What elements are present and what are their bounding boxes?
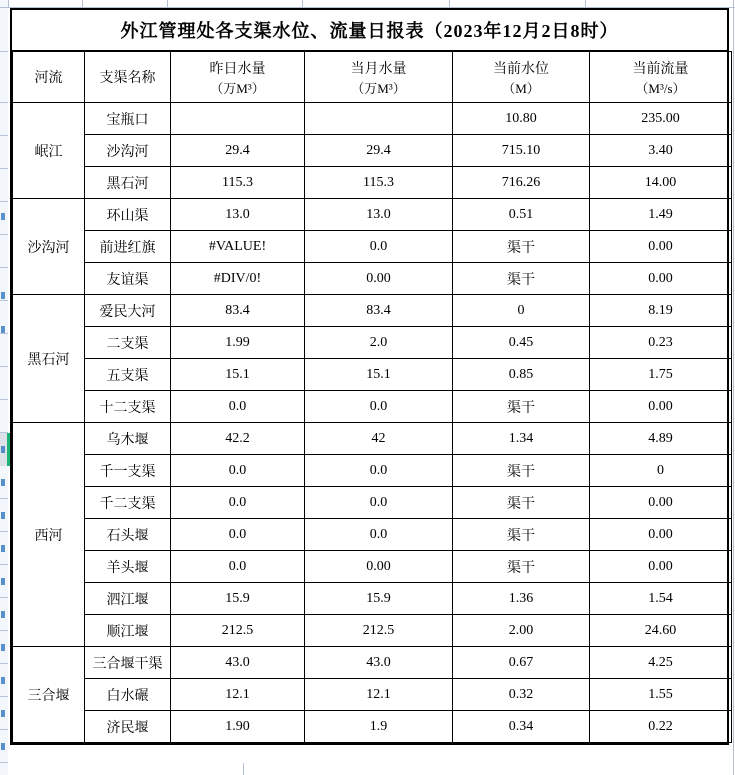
- cell-level[interactable]: 渠干: [453, 391, 590, 423]
- cell-channel[interactable]: 前进红旗: [85, 231, 171, 263]
- table-row: [13, 167, 732, 199]
- cell-level[interactable]: 0.51: [453, 199, 590, 231]
- cell-yesterday[interactable]: 83.4: [171, 295, 305, 327]
- table-row: [13, 647, 732, 679]
- cell-flow[interactable]: 4.25: [590, 647, 732, 679]
- header-row: [13, 52, 732, 103]
- cell-month[interactable]: 29.4: [305, 135, 453, 167]
- cell-river[interactable]: 岷江: [13, 103, 85, 199]
- col-header-label: 昨日水量: [209, 61, 266, 77]
- gutter-mark: [1, 512, 5, 519]
- table-row: [13, 711, 732, 743]
- col-header-level[interactable]: [453, 52, 590, 103]
- cell-level[interactable]: 0.45: [453, 327, 590, 359]
- gutter-mark: [1, 446, 5, 453]
- gutter-mark: [1, 479, 5, 486]
- cell-level[interactable]: 渠干: [453, 519, 590, 551]
- cell-flow[interactable]: 3.40: [590, 135, 732, 167]
- cell-month[interactable]: 0.0: [305, 455, 453, 487]
- gutter-mark: [1, 644, 5, 651]
- cell-flow[interactable]: 0.00: [590, 391, 732, 423]
- col-header-label: 当前水位: [493, 61, 549, 77]
- cell-flow[interactable]: 235.00: [590, 103, 732, 135]
- gridline: [243, 763, 244, 775]
- cell-level[interactable]: 渠干: [453, 231, 590, 263]
- cell-flow[interactable]: 1.54: [590, 583, 732, 615]
- table-row: [13, 295, 732, 327]
- table-row: [13, 551, 732, 583]
- cell-river[interactable]: 黑石河: [13, 295, 85, 423]
- cell-month[interactable]: 0.0: [305, 519, 453, 551]
- cell-channel[interactable]: 千一支渠: [85, 455, 171, 487]
- cell-month[interactable]: 43.0: [305, 647, 453, 679]
- table-row: [13, 583, 732, 615]
- table-row: [13, 391, 732, 423]
- cell-yesterday[interactable]: 115.3: [171, 167, 305, 199]
- cell-flow[interactable]: 4.89: [590, 423, 732, 455]
- cell-flow[interactable]: 0.23: [590, 327, 732, 359]
- gridline: [733, 0, 734, 775]
- cell-yesterday[interactable]: 15.9: [171, 583, 305, 615]
- cell-flow[interactable]: 0.00: [590, 551, 732, 583]
- gridline: [167, 0, 168, 8]
- cell-flow[interactable]: 0: [590, 455, 732, 487]
- cell-channel[interactable]: 五支渠: [85, 359, 171, 391]
- gridline: [585, 0, 586, 8]
- cell-level[interactable]: 1.36: [453, 583, 590, 615]
- cell-month[interactable]: 13.0: [305, 199, 453, 231]
- cell-month[interactable]: [305, 103, 453, 135]
- gutter-mark: [1, 710, 5, 717]
- col-header-yesterday[interactable]: [171, 52, 305, 103]
- cell-channel[interactable]: 宝瓶口: [85, 103, 171, 135]
- cell-month[interactable]: 42: [305, 423, 453, 455]
- table-row: [13, 135, 732, 167]
- cell-river[interactable]: 西河: [13, 423, 85, 647]
- gutter-mark: [1, 326, 5, 333]
- cell-channel[interactable]: 羊头堰: [85, 551, 171, 583]
- cell-month[interactable]: 15.1: [305, 359, 453, 391]
- table-row: [13, 327, 732, 359]
- cell-flow[interactable]: 0.00: [590, 231, 732, 263]
- cell-month[interactable]: 0.0: [305, 231, 453, 263]
- cell-flow[interactable]: 1.75: [590, 359, 732, 391]
- gridline: [302, 0, 303, 8]
- table-row: [13, 487, 732, 519]
- cell-month[interactable]: 12.1: [305, 679, 453, 711]
- cell-level[interactable]: 716.26: [453, 167, 590, 199]
- table-row: [13, 103, 732, 135]
- cell-flow[interactable]: 0.00: [590, 263, 732, 295]
- cell-flow[interactable]: 8.19: [590, 295, 732, 327]
- gutter-mark: [1, 545, 5, 552]
- cell-month[interactable]: 115.3: [305, 167, 453, 199]
- table-row: [13, 263, 732, 295]
- cell-channel[interactable]: 二支渠: [85, 327, 171, 359]
- cell-month[interactable]: 2.0: [305, 327, 453, 359]
- cell-level[interactable]: 715.10: [453, 135, 590, 167]
- table-row: [13, 679, 732, 711]
- gridline: [449, 0, 450, 8]
- cell-channel[interactable]: 环山渠: [85, 199, 171, 231]
- cell-channel[interactable]: 济民堰: [85, 711, 171, 743]
- cell-channel[interactable]: 沙沟河: [85, 135, 171, 167]
- gutter-mark: [1, 677, 5, 684]
- cell-month[interactable]: 0.00: [305, 263, 453, 295]
- cell-yesterday[interactable]: 0.0: [171, 455, 305, 487]
- cell-yesterday[interactable]: 1.99: [171, 327, 305, 359]
- cell-level[interactable]: 渠干: [453, 455, 590, 487]
- cell-yesterday[interactable]: [171, 103, 305, 135]
- cell-yesterday[interactable]: 0.0: [171, 551, 305, 583]
- cell-level[interactable]: 0: [453, 295, 590, 327]
- cell-month[interactable]: 83.4: [305, 295, 453, 327]
- cell-channel[interactable]: 三合堰干渠: [85, 647, 171, 679]
- cell-flow[interactable]: 14.00: [590, 167, 732, 199]
- cell-channel[interactable]: 千二支渠: [85, 487, 171, 519]
- cell-flow[interactable]: 0.00: [590, 487, 732, 519]
- gutter-mark: [1, 611, 5, 618]
- cell-yesterday[interactable]: 0.0: [171, 487, 305, 519]
- cell-flow[interactable]: 24.60: [590, 615, 732, 647]
- cell-level[interactable]: 2.00: [453, 615, 590, 647]
- cell-yesterday[interactable]: 12.1: [171, 679, 305, 711]
- cell-flow[interactable]: 1.49: [590, 199, 732, 231]
- col-header-unit: （M）: [502, 80, 540, 96]
- cell-flow[interactable]: 1.55: [590, 679, 732, 711]
- gridline: [8, 0, 9, 8]
- cell-channel[interactable]: 爱民大河: [85, 295, 171, 327]
- col-header-label: 当月水量: [350, 61, 407, 77]
- cell-channel[interactable]: 泗江堰: [85, 583, 171, 615]
- cell-month[interactable]: 15.9: [305, 583, 453, 615]
- cell-river[interactable]: 沙沟河: [13, 199, 85, 295]
- cell-channel[interactable]: 黑石河: [85, 167, 171, 199]
- table-row: [13, 615, 732, 647]
- cell-month[interactable]: 0.00: [305, 551, 453, 583]
- cell-flow[interactable]: 0.22: [590, 711, 732, 743]
- table-row: [13, 231, 732, 263]
- cell-level[interactable]: 0.85: [453, 359, 590, 391]
- table-row: [13, 519, 732, 551]
- cell-level[interactable]: 渠干: [453, 551, 590, 583]
- cell-yesterday[interactable]: 1.90: [171, 711, 305, 743]
- cell-level[interactable]: 0.34: [453, 711, 590, 743]
- cell-level[interactable]: 1.34: [453, 423, 590, 455]
- table-row: [13, 423, 732, 455]
- cell-month[interactable]: 0.0: [305, 487, 453, 519]
- cell-flow[interactable]: 0.00: [590, 519, 732, 551]
- gutter-mark: [1, 292, 5, 299]
- col-header-unit: （万M³）: [351, 80, 406, 96]
- cell-yesterday[interactable]: #DIV/0!: [171, 263, 305, 295]
- cell-level[interactable]: 0.32: [453, 679, 590, 711]
- cell-month[interactable]: 1.9: [305, 711, 453, 743]
- cell-yesterday[interactable]: 29.4: [171, 135, 305, 167]
- col-header-flow[interactable]: [590, 52, 732, 103]
- cell-yesterday[interactable]: 15.1: [171, 359, 305, 391]
- cell-level[interactable]: 渠干: [453, 487, 590, 519]
- table-row: [13, 359, 732, 391]
- cell-level[interactable]: 0.67: [453, 647, 590, 679]
- col-header-unit: （万M³）: [210, 80, 265, 96]
- cell-channel[interactable]: 顺江堰: [85, 615, 171, 647]
- gutter-mark: [1, 213, 5, 220]
- cell-channel[interactable]: 乌木堰: [85, 423, 171, 455]
- gridline: [0, 51, 8, 52]
- cell-yesterday[interactable]: 0.0: [171, 519, 305, 551]
- col-header-channel[interactable]: 支渠名称: [85, 52, 171, 103]
- gridline: [82, 0, 83, 8]
- cell-channel[interactable]: 十二支渠: [85, 391, 171, 423]
- report-title[interactable]: 外江管理处各支渠水位、流量日报表（2023年12月2日8时）: [12, 10, 727, 51]
- cell-river[interactable]: 三合堰: [13, 647, 85, 743]
- cell-yesterday[interactable]: 13.0: [171, 199, 305, 231]
- col-header-unit: （M³/s）: [635, 80, 686, 96]
- sheet-left-gutter: [0, 0, 8, 775]
- cell-yesterday[interactable]: 212.5: [171, 615, 305, 647]
- gutter-mark: [1, 578, 5, 585]
- report-table: [12, 51, 732, 743]
- cell-yesterday[interactable]: 42.2: [171, 423, 305, 455]
- cell-month[interactable]: 0.0: [305, 391, 453, 423]
- cell-month[interactable]: 212.5: [305, 615, 453, 647]
- cell-channel[interactable]: 石头堰: [85, 519, 171, 551]
- cell-level[interactable]: 10.80: [453, 103, 590, 135]
- cell-channel[interactable]: 友谊渠: [85, 263, 171, 295]
- table-row: [13, 455, 732, 487]
- table-row: [13, 199, 732, 231]
- cell-yesterday[interactable]: #VALUE!: [171, 231, 305, 263]
- col-header-month[interactable]: [305, 52, 453, 103]
- col-header-label: 当前流量: [632, 61, 689, 77]
- cell-channel[interactable]: 白水碾: [85, 679, 171, 711]
- report-table-container: [10, 8, 729, 745]
- col-header-river[interactable]: 河流: [13, 52, 85, 103]
- cell-level[interactable]: 渠干: [453, 263, 590, 295]
- gutter-mark: [1, 743, 5, 750]
- cell-yesterday[interactable]: 0.0: [171, 391, 305, 423]
- cell-yesterday[interactable]: 43.0: [171, 647, 305, 679]
